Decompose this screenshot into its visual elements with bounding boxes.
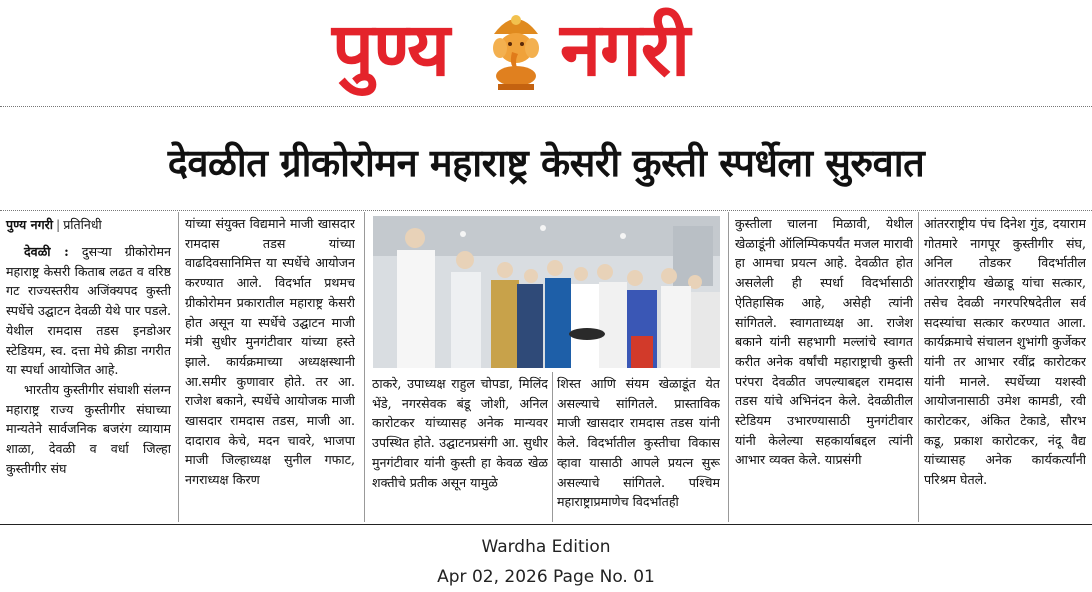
column-2-paragraph-1: यांच्या संयुक्त विद्यमाने माजी खासदार रामदास तडस यांच्या वाढदिवसानिमित्त या स्पर्धेचे आयोजन करण्यात आले. विदर्भात प्रथमच ग्रीकोरोमन प्रकारातील महाराष्ट्र केसरी होत असून या स्पर्धेचे उद्घाटन माजी मंत्री सुधीर मुनगंटीवार यांच्या हस्ते झाले. कार्यक्रमाच्या अध्यक्षस्थानी आ.समीर कुणावार होते. तर आ. राजेश बकाने, स्पर्धेचे आयोजक माजी खासदार रामदास तडस, माजी आ. दादाराव केचे, मदन चावरे, भाजपा माजी जिल्हाध्यक्ष सुनील गफाट, नगराध्यक्ष किरण (185, 216, 355, 488)
column-divider (728, 212, 729, 522)
article-column-3 (372, 374, 548, 518)
dateline: देवळी : (24, 244, 69, 259)
byline-separator: | (55, 217, 61, 232)
byline (6, 216, 176, 233)
masthead-title-right: नगरी (560, 7, 690, 93)
page-date-number: Apr 02, 2026 Page No. 01 (437, 567, 655, 587)
column-divider (178, 212, 179, 522)
column-4-paragraph-1: शिस्त आणि संयम खेळाडूंत येत असल्याचे सांगितले. प्रास्ताविक माजी खासदार रामदास तडस यांनी केले. विदर्भातील कुस्तीचा विकास व्हावा यासाठी आपले प्रयत्न सुरू असल्याचे सांगितले. पश्चिम महाराष्ट्राप्रमाणेच विदर्भातही (557, 376, 720, 510)
article-column-2 (185, 214, 355, 518)
footer-divider (0, 524, 1092, 525)
article-column-6 (924, 214, 1086, 518)
column-1-paragraph-1: दुसऱ्या ग्रीकोरोमन महाराष्ट्र केसरी किताब लढत व वरिष्ठ गट राज्यस्तरीय अजिंक्यपद कुस्ती स्पर्धेचे उद्घाटन देवळी येथे पार पडले. येथील रामदास तडस इनडोअर स्टेडियम, स्व. दत्ता मेघे क्रीडा नगरीत या स्पर्धा आयोजित आहे. (6, 244, 171, 378)
masthead-divider (0, 106, 1092, 107)
ganesha-logo-icon (486, 4, 546, 92)
column-divider (918, 212, 919, 522)
article-column-1 (6, 242, 171, 518)
column-3-paragraph-1: ठाकरे, उपाध्यक्ष राहुल चोपडा, मिलिंद भेंडे, नगरसेवक बंडू जोशी, अनिल कारोटकर यांच्यासह अनेक मान्यवर उपस्थित होते. उद्घाटनप्रसंगी आ. सुधीर मुनगंटीवार यांनी कुस्ती हा केवळ खेळ शक्तीचे प्रतीक असून यामुळे (372, 376, 548, 490)
column-divider (364, 212, 365, 522)
column-5-paragraph-1: कुस्तीला चालना मिळावी, येथील खेळाडूंनी ऑलिम्पिकपर्यंत मजल मारावी हा आमचा प्रयत्न आहे. देवळीत होत असलेली ही स्पर्धा विदर्भासाठी ऐतिहासिक आहे, असेही त्यांनी सांगितले. स्वागताध्यक्ष आ. राजेश बकाने यांनी सहभागी मल्लांचे स्वागत करीत अनेक वर्षांची महाराष्ट्राची कुस्ती परंपरा देवळीत जपल्याबद्दल रामदास तडस यांचे अभिनंदन केले. देवळीतील स्टेडियम उभारण्यासाठी मुनगंटीवार यांनी केलेल्या सहकार्याबद्दल त्यांनी आभार व्यक्त केले. याप्रसंगी (735, 216, 913, 468)
column-1-paragraph-2: भारतीय कुस्तीगीर संघाशी संलग्न महाराष्ट्र राज्य कुस्तीगीर संघाच्या मान्यतेने सार्वजनिक बजरंग व्यायाम शाळा, देवळी व वर्धा जिल्हा कुस्तीगीर संघ (6, 381, 171, 476)
article-column-4 (557, 374, 720, 518)
masthead (0, 0, 1092, 104)
article-headline: देवळीत ग्रीकोरोमन महाराष्ट्र केसरी कुस्ती स्पर्धेला सुरुवात (167, 141, 925, 185)
edition-label: Wardha Edition (481, 537, 611, 557)
masthead-title-left: पुण्य (332, 7, 450, 93)
byline-role: प्रतिनिधी (63, 217, 102, 232)
column-6-paragraph-1: आंतरराष्ट्रीय पंच दिनेश गुंड, दयाराम गोतमारे नागपूर कुस्तीगीर संघ, अनिल तोडकर विदर्भातील आंतरराष्ट्रीय खेळाडू यांचा सत्कार, तसेच देवळी नगरपरिषदेतील सर्व सदस्यांचा सत्कार करण्यात आला. कार्यक्रमाचे संचालन शुभांगी कुर्जेकर यांनी तर आभार रवींद्र कारोटकर यांनी मानले. स्पर्धेच्या यशस्वी आयोजनासाठी उमेश कामडी, रवी कारोटकर, अंकित टेकाडे, सौरभ कडू, प्रकाश कारोटकर, नंदू वैद्य यांच्यासह अनेक कार्यकर्त्यांनी परिश्रम घेतले. (924, 216, 1086, 488)
byline-source: पुण्य नगरी (6, 217, 53, 232)
column-divider (552, 372, 553, 522)
article-column-5 (735, 214, 913, 518)
headline-divider (0, 210, 1092, 211)
article-photo (373, 216, 720, 368)
